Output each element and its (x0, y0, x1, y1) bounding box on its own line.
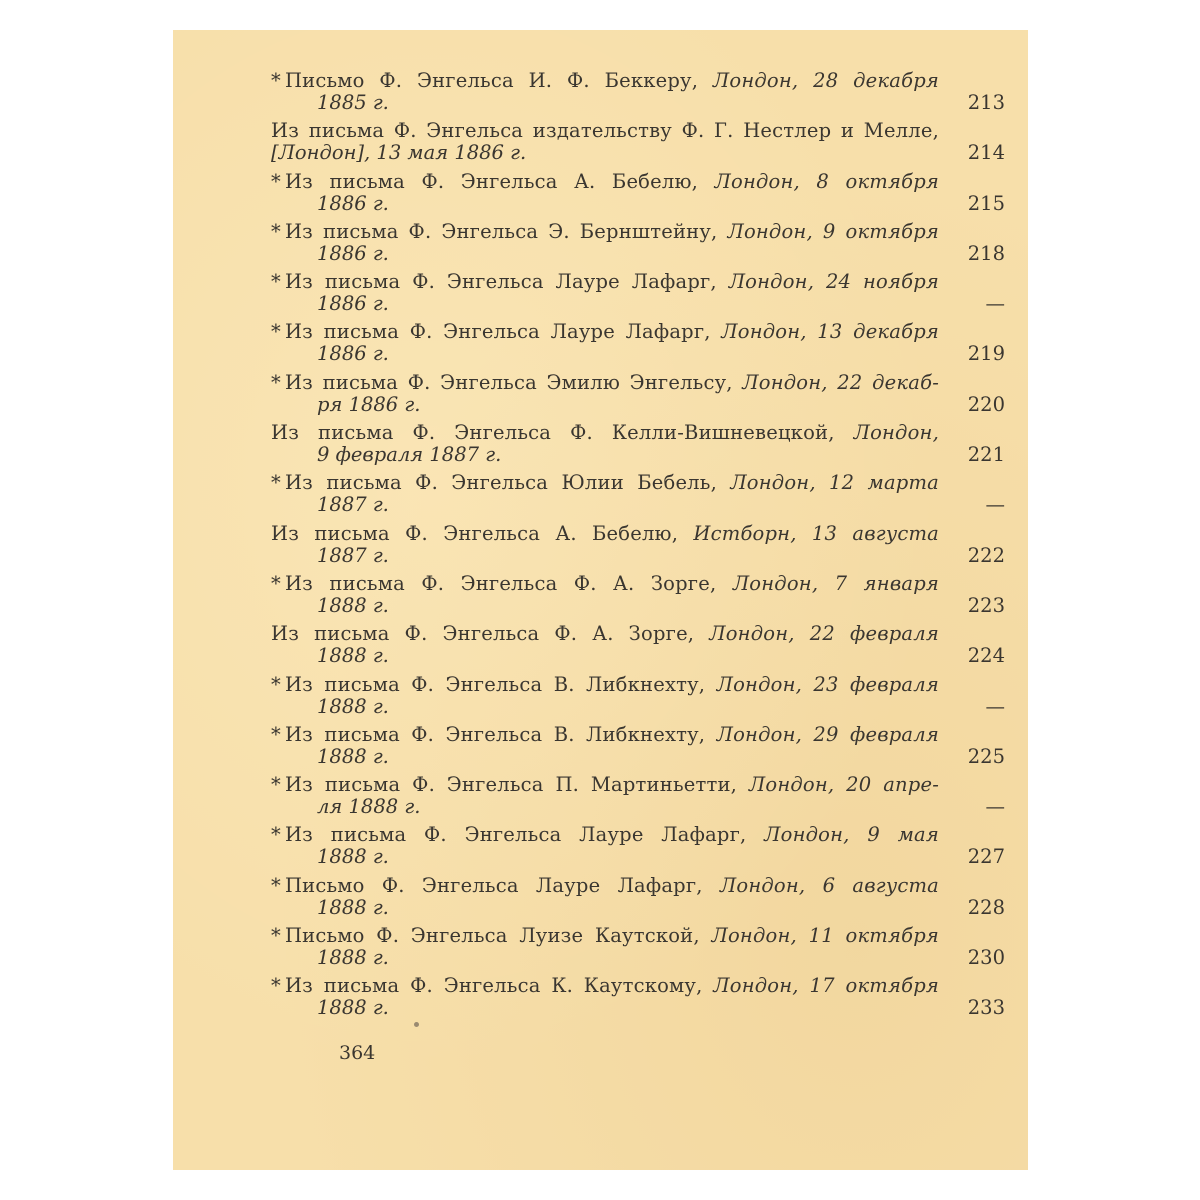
entry-date-cont: 1888 г. (317, 996, 389, 1020)
entry-date-cont: 1886 г. (317, 191, 389, 215)
entry-place-date: Лондон, 6 августа (719, 873, 939, 897)
entry-title: Из письма Ф. Энгельса А. Бебелю, (284, 169, 699, 193)
entry-title: Из письма Ф. Энгельса Ф. Келли-Вишневецкой, (271, 421, 835, 445)
asterisk-mark: * (271, 722, 281, 746)
entry-title: Из письма Ф. Энгельса Лауре Лафарг, (284, 320, 711, 344)
entry-date-cont: 1886 г. (317, 241, 389, 265)
entry-line-2 (271, 947, 981, 969)
entry-place-date: Лондон, 9 мая (764, 823, 939, 847)
asterisk-mark: * (271, 219, 281, 243)
entry-page-number: 218 (967, 241, 1005, 265)
entry-title: Из письма Ф. Энгельса П. Мартиньетти, (284, 773, 738, 797)
entry-date-cont: ря 1886 г. (317, 392, 421, 416)
toc-entry (271, 421, 1005, 472)
entry-place-date: Лондон, 22 февраля (709, 622, 939, 646)
entry-line-1 (271, 523, 981, 545)
entry-page-number: 230 (967, 946, 1005, 970)
entry-date-cont: 1888 г. (317, 845, 389, 869)
entry-page-number: 224 (967, 644, 1005, 668)
entry-date-cont: 1885 г. (317, 91, 389, 114)
toc-entry (271, 722, 1005, 774)
entry-page-number: 223 (967, 593, 1005, 617)
entry-place-date: Лондон, (853, 421, 939, 445)
entry-date-cont: ля 1888 г. (317, 795, 421, 819)
toc-entry (271, 370, 1005, 422)
entry-line-1 (271, 674, 981, 696)
entry-line-1 (271, 120, 981, 142)
toc-entry (271, 924, 1005, 975)
entry-title: Письмо Ф. Энгельса И. Ф. Беккеру, (284, 69, 699, 92)
entry-line-2 (271, 243, 981, 265)
entry-title: Из письма Ф. Энгельса Эмилю Энгельсу, (284, 370, 733, 394)
toc-entry (271, 571, 1005, 623)
entry-page-number: — (985, 694, 1005, 718)
entry-page-number: 227 (967, 845, 1005, 869)
entry-line-2 (271, 696, 981, 718)
table-of-contents (271, 69, 1005, 1026)
toc-entry (271, 219, 1005, 271)
entry-title: Из письма Ф. Энгельса издательству Ф. Г. Нестлер и Мелле, (271, 119, 939, 143)
entry-place-date: Лондон, 22 декаб- (742, 370, 939, 394)
entry-line-1 (271, 875, 981, 897)
paper-speck (414, 1022, 419, 1027)
toc-entry (271, 823, 1005, 874)
toc-entry (271, 270, 1005, 321)
asterisk-mark: * (271, 471, 281, 495)
entry-place-date: Лондон, 9 октября (727, 219, 939, 243)
entry-page-number: 225 (967, 744, 1005, 768)
entry-place-date: Лондон, 29 февраля (716, 722, 939, 746)
entry-line-1 (271, 372, 981, 394)
toc-entry (271, 320, 1005, 371)
book-page (173, 30, 1028, 1170)
entry-date-cont: 1888 г. (317, 694, 389, 718)
toc-entry (271, 521, 1005, 573)
entry-date-cont: 1886 г. (317, 292, 389, 316)
entry-title: Из письма Ф. Энгельса В. Либкнехту, (284, 672, 706, 696)
entry-page-number: 215 (967, 191, 1005, 215)
entry-page-number: 214 (967, 141, 1005, 165)
entry-date-cont: 1888 г. (317, 946, 389, 970)
entry-line-2 (271, 293, 981, 315)
entry-line-2 (271, 796, 981, 818)
entry-line-2 (271, 92, 981, 114)
entry-title: Из письма Ф. Энгельса Ф. А. Зорге, (271, 622, 695, 646)
entry-line-1 (271, 70, 981, 92)
entry-place-date: Лондон, 13 декабря (721, 320, 939, 344)
entry-place-date: Лондон, 7 января (732, 571, 939, 595)
entry-line-1 (271, 623, 981, 645)
toc-entry (271, 622, 1005, 673)
entry-title: Из письма Ф. Энгельса Ф. А. Зорге, (284, 571, 717, 595)
entry-page-number: 233 (967, 996, 1005, 1020)
toc-entry (271, 672, 1005, 724)
entry-title: Из письма Ф. Энгельса К. Каутскому, (284, 974, 703, 998)
entry-place-date: Лондон, 17 октября (713, 974, 939, 998)
entry-line-1 (271, 573, 981, 595)
entry-line-2 (271, 846, 981, 868)
asterisk-mark: * (271, 823, 281, 847)
entry-place-date: Истборн, 13 августа (693, 521, 939, 545)
entry-line-1 (271, 975, 981, 997)
entry-line-1 (271, 271, 981, 293)
entry-page-number: 228 (967, 895, 1005, 919)
entry-line-1 (271, 321, 981, 343)
entry-line-1 (271, 774, 981, 796)
entry-line-2 (271, 142, 981, 164)
entry-page-number: 219 (967, 342, 1005, 366)
entry-place-date-cont: [Лондон], 13 мая 1886 г. (271, 141, 527, 165)
entry-date-cont: 1886 г. (317, 342, 389, 366)
toc-entry (271, 773, 1005, 824)
entry-line-2 (271, 545, 981, 567)
entry-place-date: Лондон, 12 марта (730, 471, 939, 495)
entry-page-number: — (985, 493, 1005, 517)
asterisk-mark: * (271, 571, 281, 595)
asterisk-mark: * (271, 974, 281, 998)
entry-title: Из письма Ф. Энгельса В. Либкнехту, (284, 722, 706, 746)
entry-place-date: Лондон, 28 декабря (712, 69, 939, 92)
entry-place-date: Лондон, 8 октября (714, 169, 939, 193)
entry-page-number: — (985, 292, 1005, 316)
entry-title: Из письма Ф. Энгельса А. Бебелю, (271, 521, 679, 545)
entry-place-date: Лондон, 23 февраля (716, 672, 939, 696)
entry-line-2 (271, 193, 981, 215)
entry-place-date: Лондон, 20 апре- (748, 773, 939, 797)
entry-line-2 (271, 997, 981, 1019)
toc-entry (271, 169, 1005, 221)
entry-line-2 (271, 595, 981, 617)
entry-date-cont: 1887 г. (317, 493, 389, 517)
entry-title: Письмо Ф. Энгельса Лауре Лафарг, (284, 873, 703, 897)
entry-line-2 (271, 897, 981, 919)
entry-page-number: — (985, 795, 1005, 819)
entry-page-number: 213 (967, 91, 1005, 114)
toc-entry (271, 873, 1005, 925)
toc-entry (271, 69, 1005, 120)
entry-date-cont: 1887 г. (317, 543, 389, 567)
entry-line-2 (271, 645, 981, 667)
entry-page-number: 221 (967, 443, 1005, 467)
toc-entry (271, 471, 1005, 522)
entry-date-cont: 1888 г. (317, 744, 389, 768)
asterisk-mark: * (271, 873, 281, 897)
entry-line-1 (271, 472, 981, 494)
entry-place-date: Лондон, 11 октября (711, 924, 940, 948)
asterisk-mark: * (271, 169, 281, 193)
entry-title: Письмо Ф. Энгельса Луизе Каутской, (284, 924, 700, 948)
toc-entry (271, 119, 1005, 170)
entry-line-2 (271, 746, 981, 768)
entry-line-2 (271, 343, 981, 365)
entry-line-1 (271, 171, 981, 193)
entry-line-1 (271, 925, 981, 947)
entry-title: Из письма Ф. Энгельса Лауре Лафарг, (284, 270, 717, 294)
entry-date-cont: 1888 г. (317, 644, 389, 668)
entry-place-date: Лондон, 24 ноября (728, 270, 939, 294)
entry-date-cont: 1888 г. (317, 895, 389, 919)
page-number: 364 (339, 1042, 376, 1064)
entry-title: Из письма Ф. Энгельса Лауре Лафарг, (284, 823, 747, 847)
toc-entry (271, 974, 1005, 1025)
entry-line-1 (271, 221, 981, 243)
asterisk-mark: * (271, 270, 281, 294)
asterisk-mark: * (271, 69, 281, 92)
entry-line-1 (271, 422, 981, 444)
entry-page-number: 222 (967, 543, 1005, 567)
asterisk-mark: * (271, 370, 281, 394)
asterisk-mark: * (271, 672, 281, 696)
entry-line-1 (271, 824, 981, 846)
entry-page-number: 220 (967, 392, 1005, 416)
entry-line-2 (271, 444, 981, 466)
asterisk-mark: * (271, 924, 281, 948)
entry-line-1 (271, 724, 981, 746)
entry-date-cont: 1888 г. (317, 593, 389, 617)
entry-date-cont: 9 февраля 1887 г. (317, 443, 502, 467)
asterisk-mark: * (271, 320, 281, 344)
entry-line-2 (271, 394, 981, 416)
entry-title: Из письма Ф. Энгельса Э. Бернштейну, (284, 219, 718, 243)
entry-title: Из письма Ф. Энгельса Юлии Бебель, (284, 471, 717, 495)
entry-line-2 (271, 494, 981, 516)
asterisk-mark: * (271, 773, 281, 797)
